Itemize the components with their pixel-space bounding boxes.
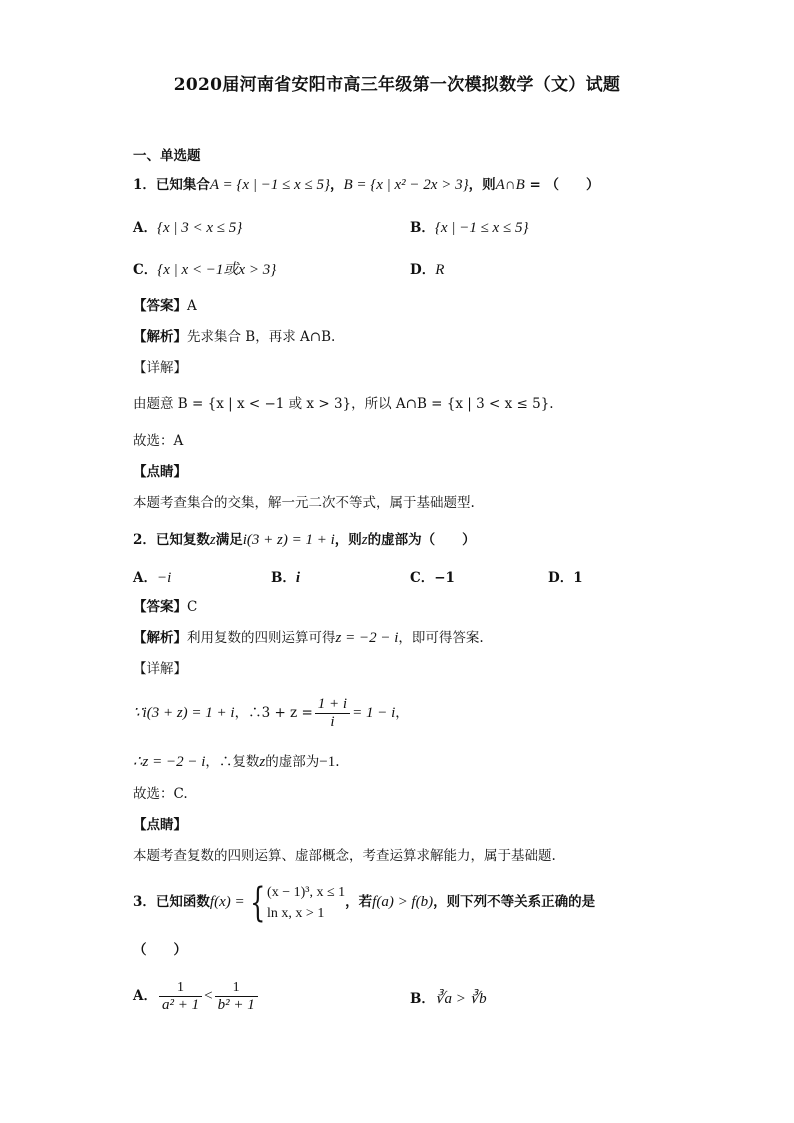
analysis-text: 利用复数的四则运算可得 (187, 630, 336, 646)
option-text: ∛a > ∛b (434, 991, 487, 1007)
question-1-comment: 本题考查集合的交集，解一元二次不等式，属于基础题型. (133, 495, 475, 511)
option-text: {x | −1 ≤ x ≤ 5} (434, 220, 529, 236)
question-2-label: 2．已知复数 (133, 532, 210, 548)
question-2-comment-tag: 【点睛】 (133, 817, 187, 833)
step-text: ，∴3 + z = (234, 705, 313, 721)
step-period: . (335, 754, 340, 770)
option-text: i (295, 570, 301, 586)
fraction-numerator: 1 + i (315, 696, 350, 714)
option-label: D． (410, 262, 436, 278)
option-text: 1 (573, 570, 583, 586)
section-heading: 一、单选题 (133, 148, 201, 164)
step-expr: ∵i(3 + z) = 1 + i (133, 705, 235, 721)
question-1-stem (133, 175, 599, 195)
question-2-step-1 (133, 694, 409, 732)
fraction-1 (159, 979, 202, 1014)
question-1-option-d (410, 258, 444, 279)
question-3-option-a (133, 977, 260, 1015)
question-1-choice: 故选：A (133, 433, 184, 449)
question-2-choice: 故选：C. (133, 786, 188, 802)
option-label: D． (548, 570, 574, 586)
question-3-option-b (410, 987, 487, 1008)
question-3-label: 3．已知函数 (133, 894, 210, 910)
option-label: A． (133, 220, 157, 236)
case-2: ln x, x > 1 (267, 905, 325, 921)
step-text-2: 的虚部为 (265, 754, 320, 770)
question-1-tail: = （ ） (524, 177, 600, 193)
fraction-denominator: a² + 1 (161, 997, 200, 1013)
option-text: −1 (434, 570, 455, 586)
answer-value: C (187, 599, 198, 615)
case-1: (x − 1)³, x ≤ 1 (267, 884, 346, 900)
step-value: −1 (319, 754, 336, 770)
piecewise-cases (267, 882, 345, 924)
fraction (315, 696, 350, 731)
question-2-option-a (133, 566, 171, 587)
question-2-option-b (271, 566, 300, 587)
question-3-cond-prefix: ，若 (345, 894, 373, 910)
analysis-tag: 【解析】 (133, 630, 187, 646)
question-1-option-c (133, 258, 276, 279)
question-2-comment: 本题考查复数的四则运算、虚部概念，考查运算求解能力，属于基础题. (133, 848, 556, 864)
option-label: B． (410, 991, 435, 1007)
step-comma: ， (395, 705, 409, 721)
question-2-tail: 的虚部为（ ） (367, 532, 476, 548)
fraction-numerator: 1 (215, 979, 258, 997)
answer-tag: 【答案】 (133, 599, 187, 615)
question-3-tail: ，则下列不等关系正确的是 (433, 894, 596, 910)
question-1-option-a (133, 216, 242, 237)
fraction-numerator: 1 (159, 979, 202, 997)
option-label: A． (133, 988, 157, 1004)
option-label: C． (133, 262, 158, 278)
question-1-comment-tag: 【点睛】 (133, 464, 187, 480)
question-2-stem (133, 530, 476, 550)
question-2-condition: i(3 + z) = 1 + i (242, 532, 335, 548)
step-var: z (259, 754, 266, 770)
answer-value: A (187, 298, 197, 314)
analysis-text-end: ，即可得答案. (398, 630, 484, 646)
option-text: −i (156, 570, 172, 586)
question-2-var-repeat: z (361, 532, 368, 548)
question-1-option-b (410, 216, 528, 237)
question-3-paren: （ ） (133, 942, 187, 958)
cases-brace: { (249, 879, 265, 926)
question-1-detail-tag: 【详解】 (133, 360, 187, 376)
option-label: C． (410, 570, 435, 586)
option-label: B． (410, 220, 435, 236)
option-label: B． (271, 570, 296, 586)
question-2-option-d (548, 566, 583, 586)
option-text: R (435, 262, 445, 278)
question-1-set-a: A = {x | −1 ≤ x ≤ 5} (209, 177, 330, 193)
question-2-var: z (209, 532, 216, 548)
option-label: A． (133, 570, 157, 586)
question-3-condition: f(a) > f(b) (372, 894, 434, 910)
question-1-expr: A∩B (495, 177, 525, 193)
analysis-text: 先求集合 B，再求 A∩B. (187, 329, 336, 345)
question-3-function: f(x) = (209, 894, 245, 910)
question-1-answer (133, 296, 197, 316)
question-1-label: 1．已知集合 (133, 177, 210, 193)
step-result: = 1 − i (352, 705, 396, 721)
analysis-expr: z = −2 − i (335, 630, 399, 646)
question-1-comma: ， (329, 177, 344, 193)
question-3-stem (133, 878, 595, 926)
question-2-cond-prefix: 满足 (215, 532, 243, 548)
answer-tag: 【答案】 (133, 298, 187, 314)
question-1-set-b: B = {x | x² − 2x > 3} (343, 177, 469, 193)
step-expr: ∴z = −2 − i (133, 754, 206, 770)
question-2-then: ，则 (334, 532, 362, 548)
analysis-tag: 【解析】 (133, 329, 187, 345)
step-text: ，∴复数 (205, 754, 260, 770)
option-text: {x | x < −1或x > 3} (157, 262, 277, 278)
question-1-analysis (133, 327, 335, 347)
question-2-step-2 (133, 752, 340, 772)
question-1-detail: 由题意 B = {x | x < −1 或 x > 3}，所以 A∩B = {x | 3 < x ≤ 5}. (133, 396, 554, 412)
option-text: {x | 3 < x ≤ 5} (156, 220, 243, 236)
question-2-option-c (410, 566, 455, 586)
question-2-detail-tag: 【详解】 (133, 661, 187, 677)
less-than: < (204, 988, 213, 1004)
fraction-2 (215, 979, 258, 1014)
page-title: 2020届河南省安阳市高三年级第一次模拟数学（文）试题 (173, 75, 621, 95)
fraction-denominator: b² + 1 (217, 997, 255, 1013)
question-2-answer (133, 597, 197, 617)
question-2-analysis (133, 628, 484, 648)
fraction-denominator: i (330, 714, 335, 730)
question-1-then: ，则 (468, 177, 496, 193)
